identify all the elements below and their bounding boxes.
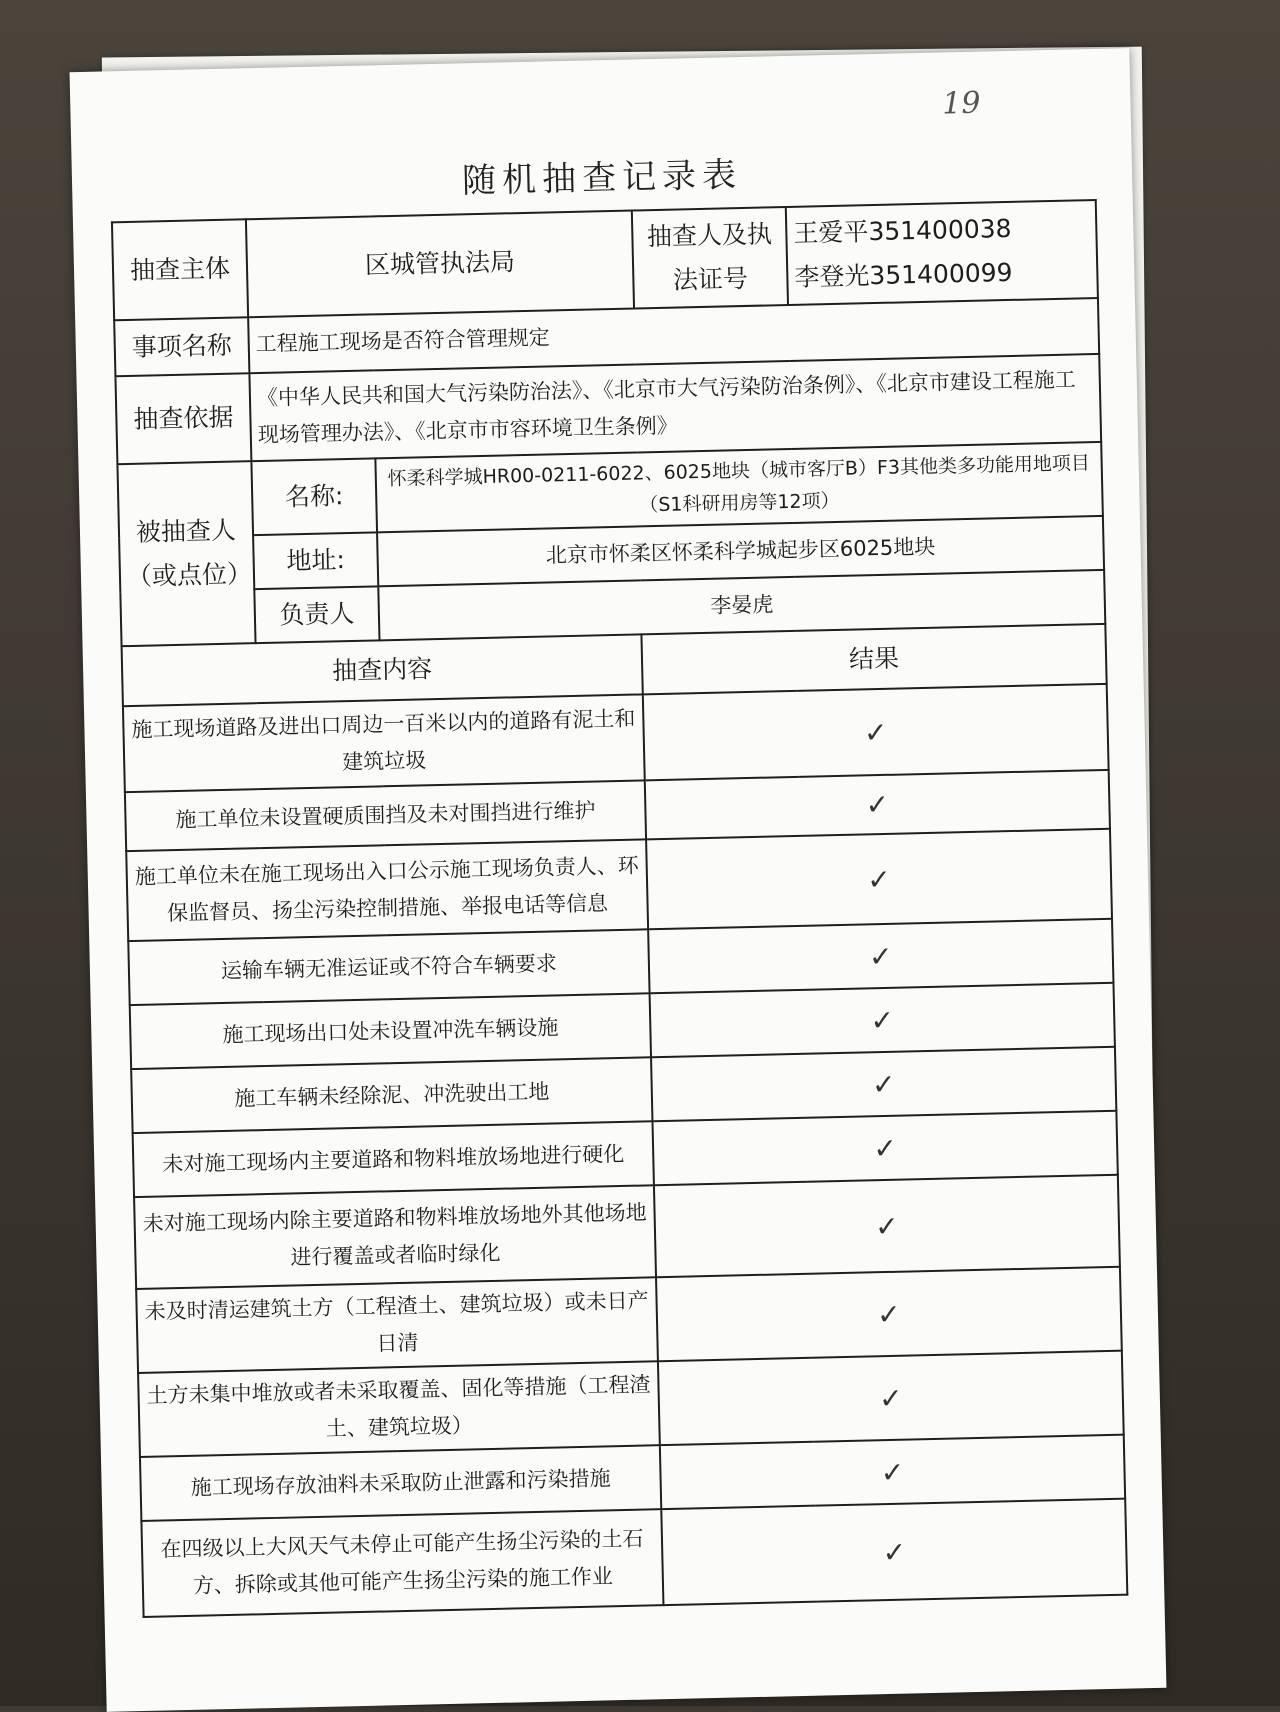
inspected-responsible-label: 负责人 — [254, 586, 379, 643]
inspected-name-value: 怀柔科学城HR00-0211-6022、6025地块（城市客厅B）F3其他类多功能用地项目（S1科研用房等12项） — [375, 441, 1103, 532]
checklist-item-content: 未及时清运建筑土方（工程渣土、建筑垃圾）或未日产日清 — [136, 1277, 658, 1373]
page-number: 19 — [941, 85, 981, 122]
inspected-responsible-value: 李晏虎 — [378, 570, 1105, 640]
checklist-item-check: ✓ — [645, 770, 1110, 840]
basis-label: 抽查依据 — [115, 373, 251, 464]
checklist-item-check: ✓ — [656, 1267, 1122, 1362]
checklist-item-check: ✓ — [648, 919, 1113, 994]
item-label: 事项名称 — [114, 317, 249, 376]
checklist-item-check: ✓ — [653, 1111, 1118, 1186]
checklist-item-check: ✓ — [661, 1499, 1127, 1606]
checklist-item-content: 在四级以上大风天气未停止可能产生扬尘污染的土石方、拆除或其他可能产生扬尘污染的施工作业 — [141, 1509, 663, 1617]
checklist-item-content: 施工现场出口处未设置冲洗车辆设施 — [130, 993, 651, 1069]
item-value: 工程施工现场是否符合管理规定 — [248, 297, 1099, 372]
inspection-form-sheet — [70, 48, 1167, 1712]
subject-label: 抽查主体 — [112, 219, 248, 320]
inspected-address-value: 北京市怀柔区怀柔科学城起步区6025地块 — [377, 516, 1104, 586]
checklist-item-content: 运输车辆无准运证或不符合车辆要求 — [128, 929, 649, 1005]
checklist-item-content: 施工单位未设置硬质围挡及未对围挡进行维护 — [125, 780, 646, 851]
document-title: 随机抽查记录表 — [461, 155, 743, 202]
checklist-item-content: 施工现场道路及进出口周边一百米以内的道路有泥土和建筑垃圾 — [123, 694, 645, 792]
checklist-item-content: 施工现场存放油料未采取防止泄露和污染措施 — [140, 1445, 661, 1521]
basis-value: 《中华人民共和国大气污染防治法》、《北京市大气污染防治条例》、《北京市建设工程施工现场管理办法》、《北京市市容环境卫生条例》 — [249, 353, 1101, 460]
inspected-address-label: 地址: — [253, 532, 378, 589]
checklist-item-check: ✓ — [658, 1351, 1124, 1446]
inspector-1: 王爱平351400038 — [793, 213, 1012, 248]
inspector-list — [786, 200, 1098, 305]
checklist-item-check: ✓ — [660, 1435, 1125, 1510]
checklist-item-check: ✓ — [650, 983, 1115, 1058]
inspector-label: 抽查人及执法证号 — [632, 207, 788, 308]
checklist-item-content: 土方未集中堆放或者未采取覆盖、固化等措施（工程渣土、建筑垃圾） — [138, 1361, 660, 1457]
checklist-item-check: ✓ — [643, 684, 1109, 781]
checklist-item-content: 未对施工现场内主要道路和物料堆放场地进行硬化 — [133, 1121, 654, 1197]
checklist-result-header: 结果 — [641, 624, 1106, 695]
subject-value: 区城管执法局 — [246, 211, 634, 317]
inspected-name-label: 名称: — [251, 458, 377, 535]
checklist-item-content: 施工车辆未经除泥、冲洗驶出工地 — [131, 1057, 652, 1133]
checklist-item-check: ✓ — [651, 1047, 1116, 1122]
checklist-content-header: 抽查内容 — [122, 634, 643, 706]
inspection-form-table — [111, 199, 1128, 1618]
checklist-item-check: ✓ — [646, 829, 1112, 930]
checklist-item-check: ✓ — [654, 1175, 1120, 1278]
checklist-item-content: 施工单位未在施工现场出入口公示施工现场负责人、环保监督员、扬尘污染控制措施、举报电话等信息 — [126, 839, 648, 941]
inspected-label: 被抽查人（或点位） — [117, 461, 255, 647]
checklist-item-content: 未对施工现场内除主要道路和物料堆放场地外其他场地进行覆盖或者临时绿化 — [134, 1185, 656, 1289]
inspector-2: 李登光351400099 — [794, 257, 1013, 292]
